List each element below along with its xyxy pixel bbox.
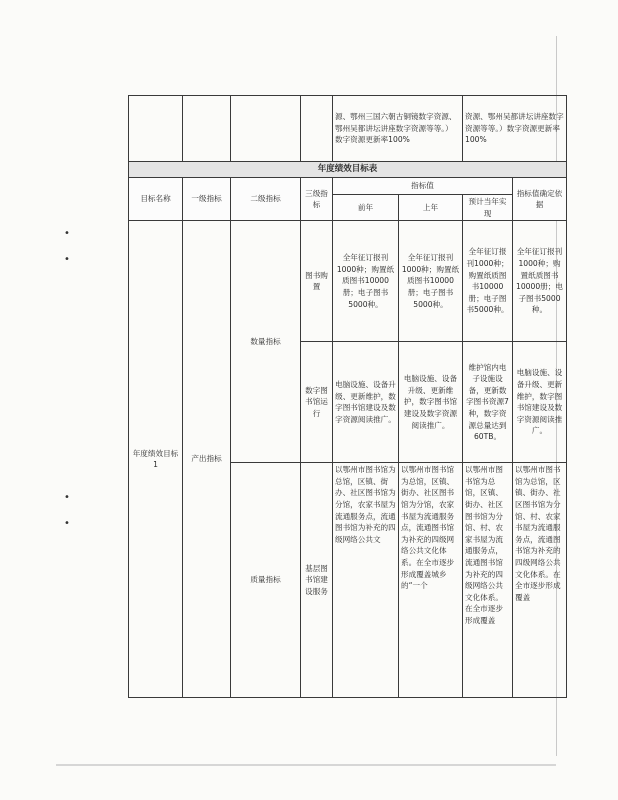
goal-name-cell: 年度绩效目标1 (129, 221, 183, 698)
quality-label: 质量指标 (231, 463, 301, 698)
book-purchase-label: 图书购置 (301, 221, 333, 342)
grassroots-expected: 以鄂州市图书馆为总馆，区镇、街办、社区图书馆为分馆、村、农家书屋为流通服务点，流通图书馆为补充的四级网络公共文化体系。在全市逐步形成覆盖 (463, 463, 513, 698)
margin-mark: • (64, 228, 70, 239)
header-prev-year: 前年 (333, 195, 399, 221)
empty-cell (301, 96, 333, 162)
row-book-purchase (129, 221, 567, 342)
grassroots-prev: 以鄂州市图书馆为总馆，区镇、街办、社区图书馆为分馆，农家书屋为流通服务点，流通图书馆为补充的四级网络公共文 (333, 463, 399, 698)
empty-cell (183, 96, 231, 162)
header-level3: 三级指标 (301, 178, 333, 221)
book-purchase-last: 全年征订报刊1000种；购置纸质图书10000册；电子图书5000种。 (399, 221, 463, 342)
book-purchase-prev: 全年征订报刊1000种；购置纸质图书10000册；电子图书5000种。 (333, 221, 399, 342)
section-title: 年度绩效目标表 (129, 162, 567, 178)
quantity-label: 数量指标 (231, 221, 301, 463)
header-level1: 一级指标 (183, 178, 231, 221)
digital-library-prev: 电脑设施、设备升级、更新维护，数字图书馆建设及数字资源阅读推广。 (333, 342, 399, 463)
header-goal-name: 目标名称 (129, 178, 183, 221)
header-basis: 指标值确定依据 (513, 178, 567, 221)
margin-mark: • (64, 492, 70, 503)
grassroots-basis: 以鄂州市图书馆为总馆，区镇、街办、社区图书馆为分馆、村、农家书屋为流通服务点，流通图书馆为补充的四级网络公共文化体系。在全市逐步形成覆盖 (513, 463, 567, 698)
digital-library-basis: 电脑设施、设备升级、更新维护，数字图书馆建设及数字资源阅读推广。 (513, 342, 567, 463)
continuation-row (129, 96, 567, 162)
header-indicator-value: 指标值 (333, 178, 513, 195)
grassroots-label: 基层图书馆建设服务 (301, 463, 333, 698)
digital-library-expected: 维护馆内电子设施设备，更新数字图书资源7种，数字资源总量达到60TB。 (463, 342, 513, 463)
digital-library-last: 电脑设施、设备升级、更新维护，数字图书馆建设及数字资源阅读推广。 (399, 342, 463, 463)
level1-cell: 产出指标 (183, 221, 231, 698)
performance-table (128, 95, 567, 698)
margin-mark: • (64, 254, 70, 265)
empty-cell (129, 96, 183, 162)
header-last-year: 上年 (399, 195, 463, 221)
grassroots-last: 以鄂州市图书馆为总馆，区镇、街办、社区图书馆为分馆，农家书屋为流通服务点，流通图书馆为补充的四级网络公共文化体系。在全市逐步形成覆盖城乡的“一个 (399, 463, 463, 698)
digital-library-label: 数字图书馆运行 (301, 342, 333, 463)
margin-mark: • (64, 518, 70, 529)
empty-cell (231, 96, 301, 162)
book-purchase-expected: 全年征订报刊1000种；购置纸质图书10000册；电子图书5000种。 (463, 221, 513, 342)
book-purchase-basis: 全年征订报刊1000种；购置纸质图书10000册；电子图书5000种。 (513, 221, 567, 342)
section-title-row (129, 162, 567, 178)
prev-continuation-cell: 源、鄂州三国六朝古铜镜数字资源、鄂州吴都讲坛讲座数字资源等等。）数字资源更新率100% (333, 96, 463, 162)
header-row-1 (129, 178, 567, 195)
page-bottom-edge (56, 764, 556, 766)
last-continuation-cell: 资源、鄂州吴都讲坛讲座数字资源等等。）数字资源更新率100% (463, 96, 567, 162)
header-expected: 预计当年实现 (463, 195, 513, 221)
header-level2: 二级指标 (231, 178, 301, 221)
